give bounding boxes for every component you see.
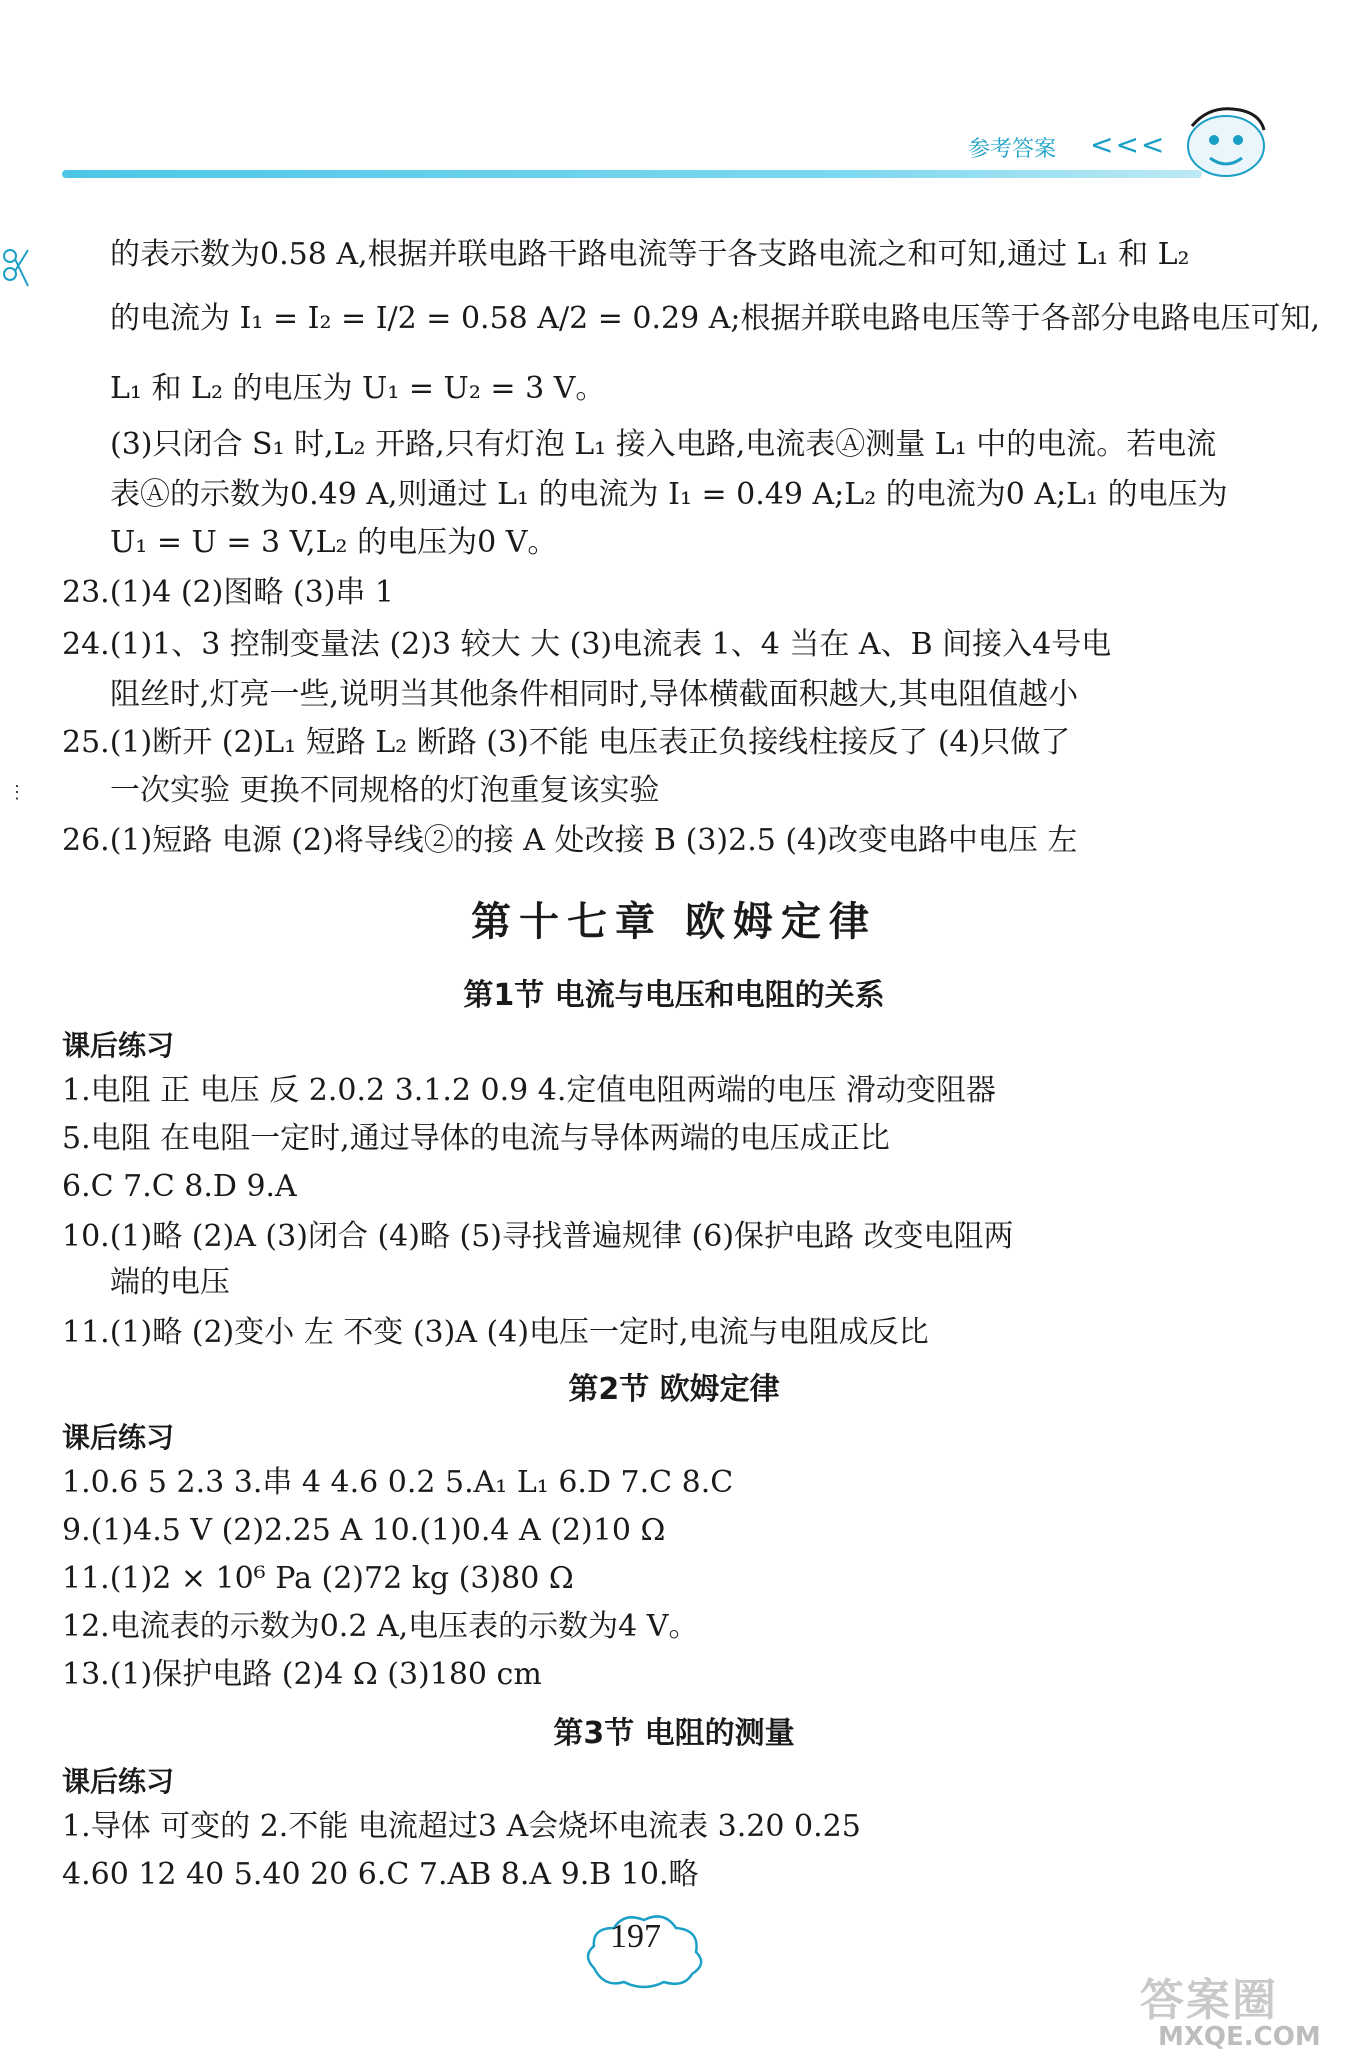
chapter-title: 第十七章 欧姆定律 <box>471 898 877 945</box>
text-line: L₁ 和 L₂ 的电压为 U₁ = U₂ = 3 V。 <box>110 371 606 406</box>
answer-line: 端的电压 <box>110 1265 230 1300</box>
cartoon-boy-icon <box>1180 96 1272 186</box>
answer-line: 10.(1)略 (2)A (3)闭合 (4)略 (5)寻找普遍规律 (6)保护电路 改变电阻两 <box>62 1219 1014 1254</box>
answer-line: 9.(1)4.5 V (2)2.25 A 10.(1)0.4 A (2)10 Ω <box>62 1513 666 1548</box>
answer-line: 5.电阻 在电阻一定时,通过导体的电流与导体两端的电压成正比 <box>62 1121 890 1156</box>
answer-line: 11.(1)2 × 10⁶ Pa (2)72 kg (3)80 Ω <box>62 1561 574 1596</box>
answer-line: 1.0.6 5 2.3 3.串 4 4.6 0.2 5.A₁ L₁ 6.D 7.C 8.C <box>62 1465 734 1500</box>
section-subtitle: 课后练习 <box>62 1029 175 1062</box>
text-line: 的表示数为0.58 A,根据并联电路干路电流等于各支路电流之和可知,通过 L₁ 和 L₂ <box>110 237 1190 272</box>
section-subtitle: 课后练习 <box>62 1421 175 1454</box>
page-number: 197 <box>610 1918 661 1955</box>
header-label: 参考答案 <box>968 137 1057 162</box>
answer-line: 11.(1)略 (2)变小 左 不变 (3)A (4)电压一定时,电流与电阻成反比 <box>62 1315 929 1350</box>
section-title: 第1节 电流与电压和电阻的关系 <box>463 978 885 1013</box>
scissors-icon <box>0 246 30 306</box>
text-line: 的电流为 I₁ = I₂ = I/2 = 0.58 A/2 = 0.29 A;根据并联电路电压等于各部分电路电压可知, <box>110 301 1321 336</box>
section-title: 第3节 电阻的测量 <box>553 1716 795 1751</box>
section-subtitle: 课后练习 <box>62 1765 175 1798</box>
watermark-url: MXQE.COM <box>1158 2022 1321 2052</box>
text-line: (3)只闭合 S₁ 时,L₂ 开路,只有灯泡 L₁ 接入电路,电流表Ⓐ测量 L₁ 中的电流。若电流 <box>110 427 1217 462</box>
answer-line: 12.电流表的示数为0.2 A,电压表的示数为4 V。 <box>62 1609 699 1644</box>
header-rule <box>62 170 1202 178</box>
answer-line: 13.(1)保护电路 (2)4 Ω (3)180 cm <box>62 1657 542 1692</box>
answer-line: 1.电阻 正 电压 反 2.0.2 3.1.2 0.9 4.定值电阻两端的电压 滑动变阻器 <box>62 1073 996 1108</box>
answer-line: 1.导体 可变的 2.不能 电流超过3 A会烧坏电流表 3.20 0.25 <box>62 1809 861 1844</box>
answer-line: 25.(1)断开 (2)L₁ 短路 L₂ 断路 (3)不能 电压表正负接线柱接反了 (4)只做了 <box>62 725 1071 760</box>
answer-line: 23.(1)4 (2)图略 (3)串 1 <box>62 575 394 610</box>
answer-line: 4.60 12 40 5.40 20 6.C 7.AB 8.A 9.B 10.略 <box>62 1857 699 1892</box>
answer-line: 一次实验 更换不同规格的灯泡重复该实验 <box>110 773 660 808</box>
watermark-logo: 答案圈 <box>1140 1975 1278 2026</box>
text-line: 表Ⓐ的示数为0.49 A,则通过 L₁ 的电流为 I₁ = 0.49 A;L₂ 的电流为0 A;L₁ 的电压为 <box>110 477 1228 512</box>
answer-line: 26.(1)短路 电源 (2)将导线②的接 A 处改接 B (3)2.5 (4)改变电路中电压 左 <box>62 823 1078 858</box>
section-title: 第2节 欧姆定律 <box>568 1372 780 1407</box>
answer-line: 6.C 7.C 8.D 9.A <box>62 1169 297 1204</box>
text-line: U₁ = U = 3 V,L₂ 的电压为0 V。 <box>110 525 558 560</box>
chevrons-icon: <<< <box>1090 128 1167 161</box>
side-dot: ⋮ <box>8 782 26 803</box>
answer-line: 阻丝时,灯亮一些,说明当其他条件相同时,导体横截面积越大,其电阻值越小 <box>110 677 1079 712</box>
answer-line: 24.(1)1、3 控制变量法 (2)3 较大 大 (3)电流表 1、4 当在 A、B 间接入4号电 <box>62 627 1112 662</box>
